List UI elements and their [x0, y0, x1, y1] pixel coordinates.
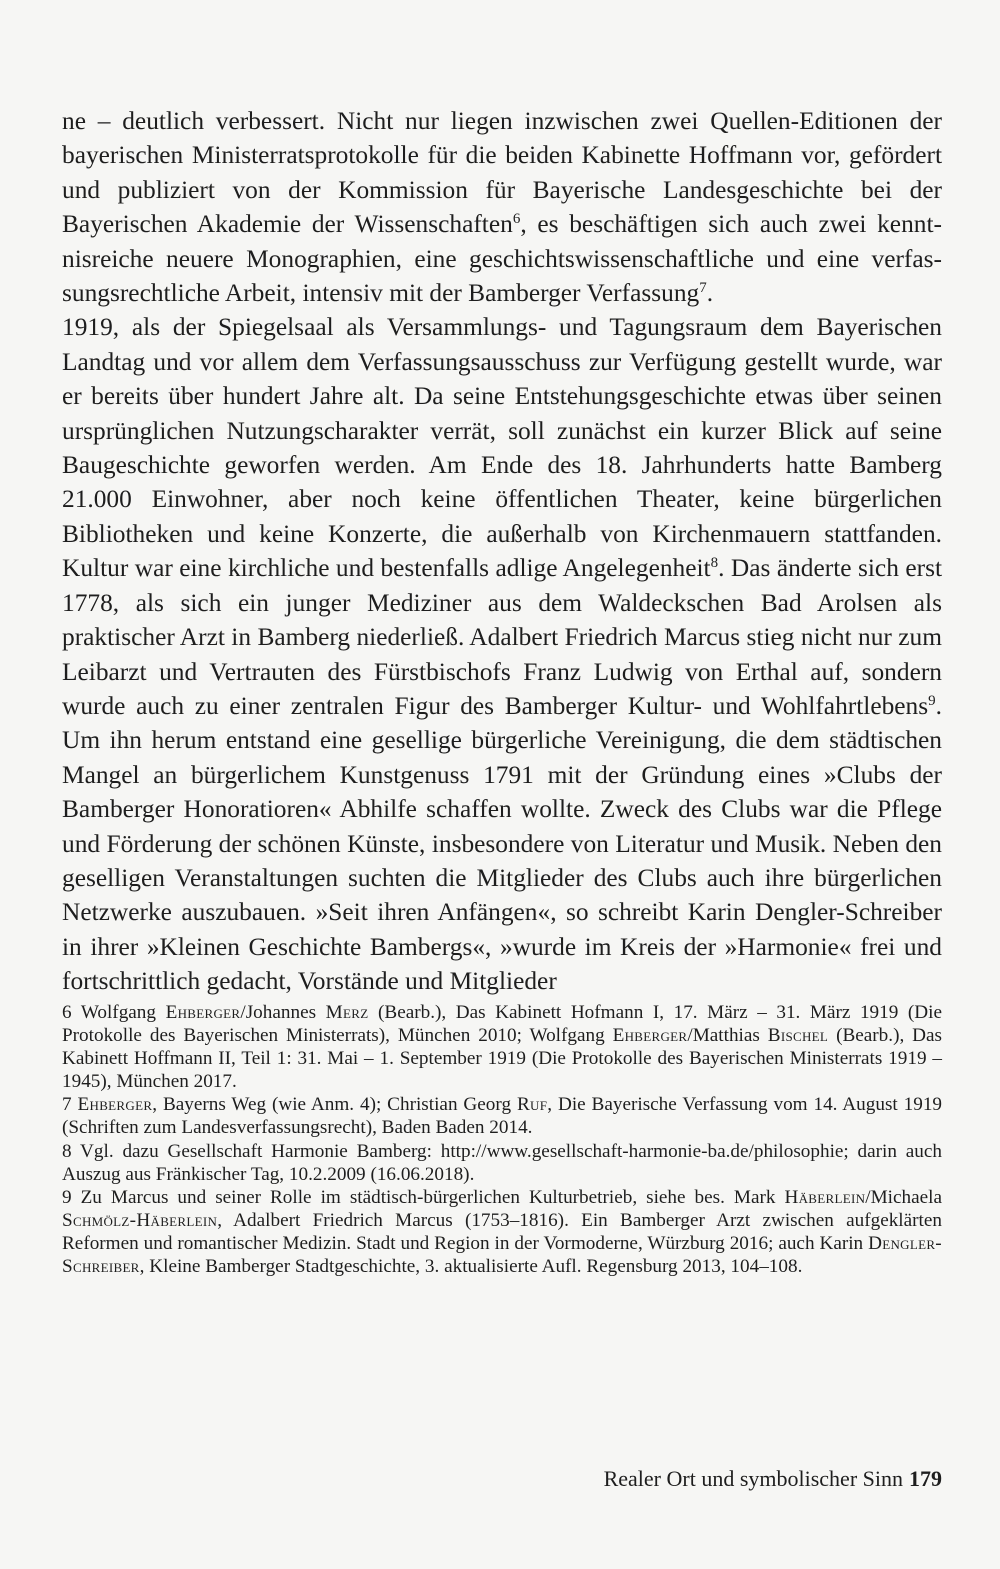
author-name: Ruf	[516, 1094, 548, 1116]
page-number: 179	[909, 1466, 942, 1491]
paragraph-1: ne – deutlich verbessert. Nicht nur liegen inzwischen zwei Quellen-Editionen der bayerischen Ministerratsprotokolle für die beiden Kabinette Hoffmann vor, gefördert und publiziert von der Kommission für Bayerische Landesgeschichte bei der Bayerischen Akademie der Wissenschaften$^6$, es beschäftigen sich auch zwei kenntnisreiche neuere Monographien, eine geschichtswissenschaftliche und eine verfassungsrechtliche Arbeit, intensiv mit der Bamberger Verfassung$^7$.	[62, 107, 942, 308]
author-name: Dengler-Schreiber	[62, 1232, 942, 1278]
footnote-ref-6: 6	[512, 211, 521, 228]
author-name: Häberlein	[784, 1186, 866, 1208]
author-name: Merz	[325, 1002, 369, 1023]
author-name: Ehberger	[165, 1002, 241, 1023]
footnote-6: 6 Wolfgang Ehberger/Johannes Merz (Bearb.), Das Kabinett Hofmann I, 17. März – 31. März 1919 (Die Protokolle des Bayerischen Ministerrats), München 2010; Wolfgang Ehberger/Matthias Bischel (Bearb.), Das Kabinett Hoffmann II, Teil 1: 31. Mai – 1. September 1919 (Die Protokolle des Bayerischen Ministerrats 1919 – 1945), München 2017.	[62, 1002, 943, 1093]
footnote-ref-7: 7	[699, 280, 707, 297]
footnote-ref-9: 9	[928, 692, 936, 709]
main-text	[62, 104, 942, 999]
footnote-8: 8 Vgl. dazu Gesellschaft Harmonie Bamberg: http://www.gesellschaft-harmonie-ba.de/philosophie; darin auch Auszug aus Fränkischer Tag, 10.2.2009 (16.06.2018).	[62, 1140, 942, 1185]
footnote-ref-8: 8	[710, 555, 719, 572]
author-name: Ehberger	[612, 1025, 688, 1047]
author-name: Schmölz-Häberlein	[62, 1209, 218, 1231]
author-name: Bischel	[767, 1025, 829, 1047]
running-footer	[604, 1466, 942, 1492]
paragraph-2: 1919, als der Spiegelsaal als Versammlungs- und Tagungsraum dem Bayerischen Landtag und vor allem dem Verfassungsausschuss zur Verfügung gestellt wurde, war er bereits über hundert Jahre alt. Da seine Entstehungsgeschichte etwas über seinen ursprünglichen Nutzungscharakter verrät, soll zunächst ein kurzer Blick auf seine Baugeschichte geworfen werden. Am Ende des 18. Jahrhunderts hatte Bamberg 21.000 Einwohner, aber noch keine öffentlichen Theater, keine bürgerlichen Bibliotheken und keine Konzerte, die außerhalb von Kirchenmauern stattfanden. Kultur war eine kirchliche und bestenfalls adlige Angelegenheit$^8$. Das änderte sich erst 1778, als sich ein junger Mediziner aus dem Waldeckschen Bad Arolsen als praktischer Arzt in Bamberg niederließ. Adalbert Friedrich Marcus stieg nicht nur zum Leibarzt und Vertrauten des Fürstbischofs Franz Ludwig von Erthal auf, sondern wurde auch zu einer zentralen Figur des Bamberger Kultur- und Wohlfahrtlebens$^9$. Um ihn herum entstand eine gesellige bürgerliche Vereinigung, die dem städtischen Mangel an bürgerlichem Kunstgenuss 1791 mit der Gründung eines »Clubs der Bamberger Honoratioren« Abhilfe schaffen wollte. Zweck des Clubs war die Pflege und Förderung der schönen Künste, insbesondere von Literatur und Musik. Neben den geselligen Veranstaltungen suchten die Mitglieder des Clubs auch ihre bürgerlichen Netzwerke auszubauen. »Seit ihren Anfängen«, so schreibt Karin Dengler-Schreiber in ihrer »Kleinen Geschichte Bambergs«, »wurde im Kreis der »Harmonie« frei und fortschrittlich gedacht, Vorstände und Mitglieder	[62, 313, 943, 996]
footnote-7: 7 Ehberger, Bayerns Weg (wie Anm. 4); Christian Georg Ruf, Die Bayerische Verfassung vom 14. August 1919 (Schriften zum Landesverfassungsrecht), Baden Baden 2014.	[62, 1094, 943, 1139]
footnotes	[62, 1001, 942, 1278]
footnote-9: 9 Zu Marcus und seiner Rolle im städtisch-bürgerlichen Kulturbetrieb, siehe bes. Mark Häberlein/Michaela Schmölz-Häberlein, Adalbert Friedrich Marcus (1753–1816). Ein Bamberger Arzt zwischen aufgeklärten Reformen und romantischer Medizin. Stadt und Region in der Vormoderne, Würzburg 2016; auch Karin Dengler-Schreiber, Kleine Bamberger Stadtgeschichte, 3. aktualisierte Aufl. Regensburg 2013, 104–108.	[62, 1186, 942, 1278]
running-title: Realer Ort und symbolischer Sinn	[603, 1466, 903, 1491]
author-name: Ehberger	[77, 1094, 153, 1116]
